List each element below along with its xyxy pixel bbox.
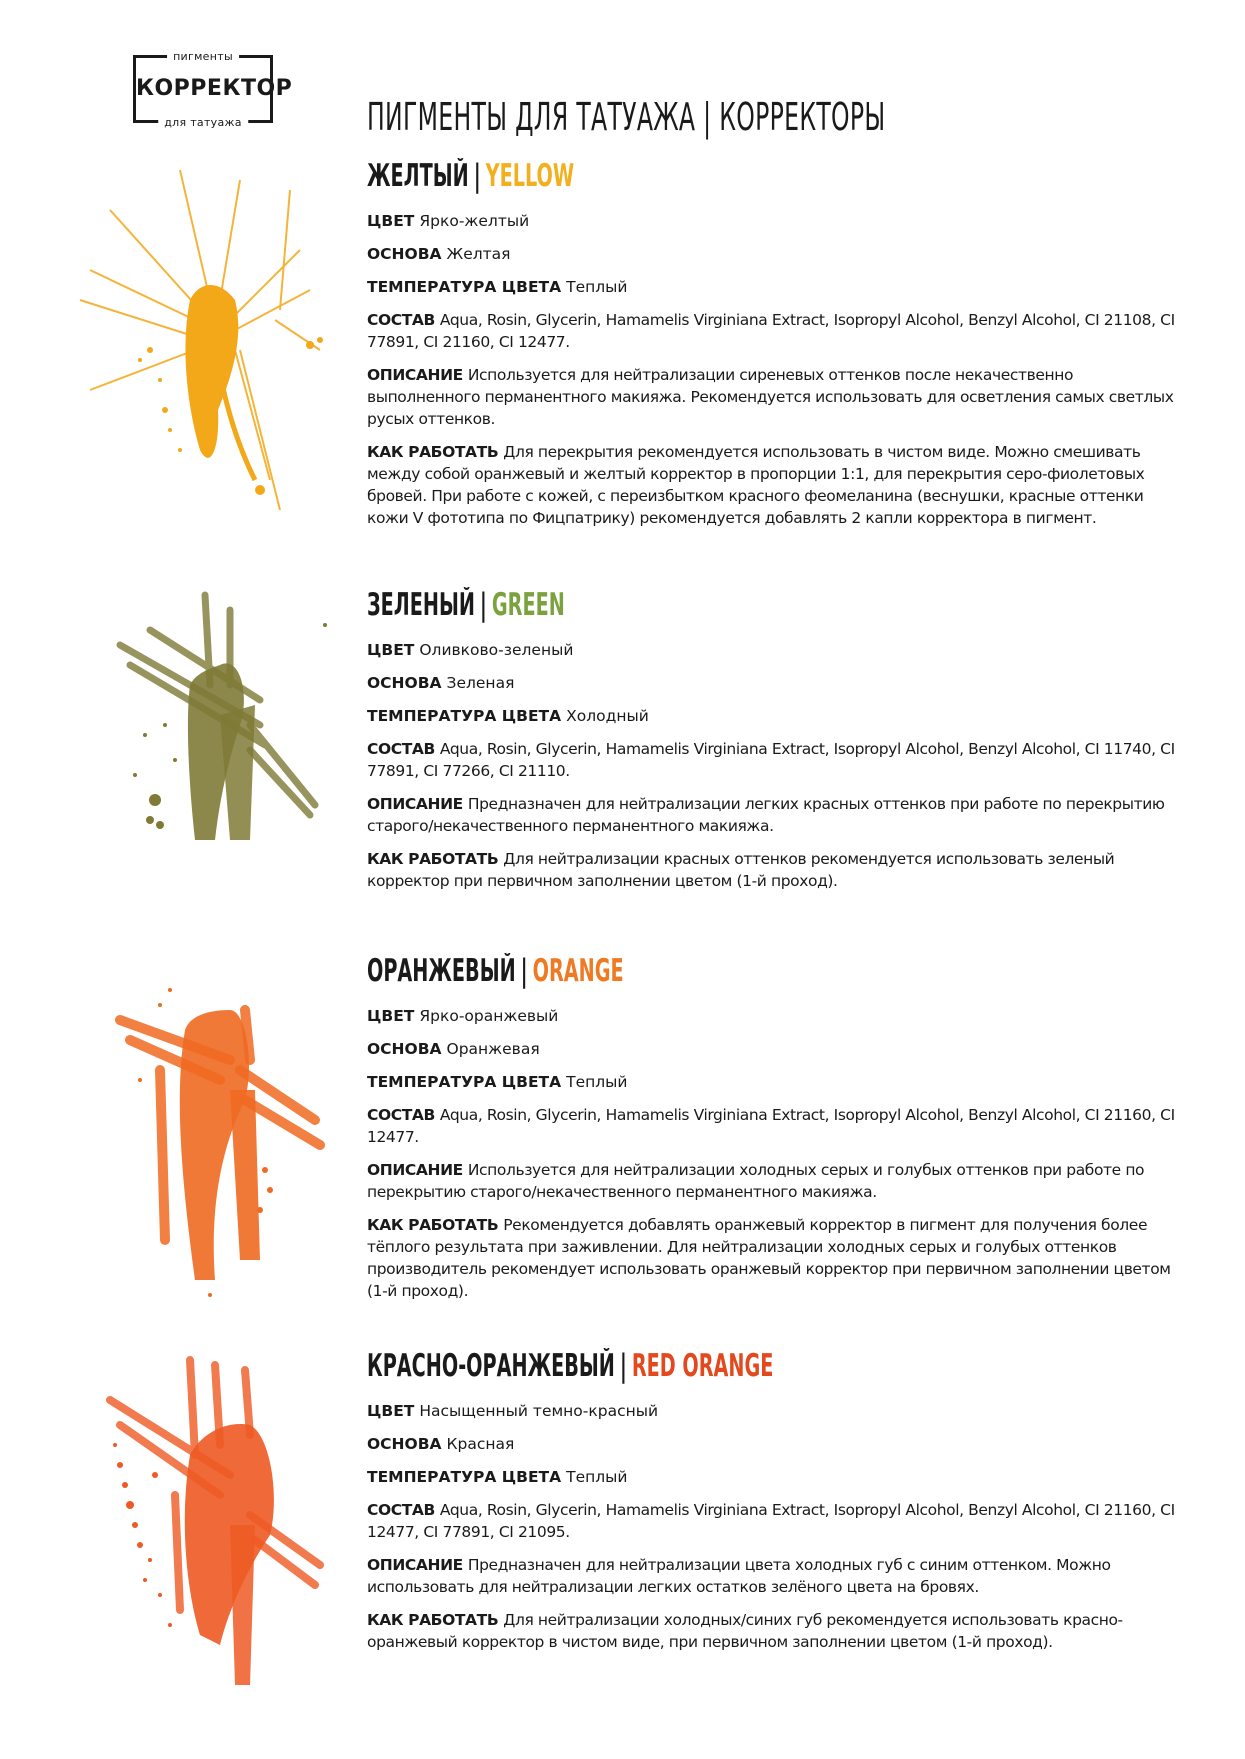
temperature-row: [367, 705, 1187, 727]
base-row: [367, 1433, 1187, 1455]
description-value: Используется для нейтрализации холодных серых и голубых оттенков при работе по перекрытию старого/некачественного перманентного макияжа.: [367, 1161, 1145, 1201]
description-row: [367, 793, 1187, 837]
composition-row: [367, 1104, 1187, 1148]
base-label: ОСНОВА: [367, 1435, 442, 1453]
color-label: ЦВЕТ: [367, 641, 415, 659]
how-to-row: [367, 848, 1187, 892]
how-to-label: КАК РАБОТАТЬ: [367, 850, 499, 868]
temperature-value: Теплый: [566, 1073, 628, 1091]
composition-label: СОСТАВ: [367, 1501, 435, 1519]
how-to-value: Для нейтрализации холодных/синих губ рекомендуется использовать красно-оранжевый корректор в чистом виде, при первичном заполнении цветом (1-й проход).: [367, 1611, 1123, 1651]
color-row: [367, 639, 1187, 661]
composition-value: Aqua, Rosin, Glycerin, Hamamelis Virginiana Extract, Isopropyl Alcohol, Benzyl Alcohol, CI 21160, CI 12477.: [367, 1106, 1175, 1146]
logo-bottom-text: для татуажа: [158, 116, 248, 129]
how-to-row: [367, 1609, 1187, 1653]
heading-en: YELLOW: [485, 158, 575, 194]
temperature-label: ТЕМПЕРАТУРА ЦВЕТА: [367, 1073, 562, 1091]
page-title: ПИГМЕНТЫ ДЛЯ ТАТУАЖА | КОРРЕКТОРЫ: [367, 95, 886, 140]
base-value: Красная: [446, 1435, 515, 1453]
logo-top-text: пигменты: [167, 50, 239, 63]
base-label: ОСНОВА: [367, 674, 442, 692]
orange-details: [367, 953, 1187, 1302]
section-yellow: [0, 150, 1245, 550]
heading-en: ORANGE: [532, 953, 624, 989]
color-label: ЦВЕТ: [367, 1007, 415, 1025]
heading-separator: |: [619, 1348, 627, 1384]
color-value: Насыщенный темно-красный: [419, 1402, 659, 1420]
orange-paint-splash-icon: [70, 950, 330, 1300]
description-row: [367, 1159, 1187, 1203]
temperature-label: ТЕМПЕРАТУРА ЦВЕТА: [367, 707, 562, 725]
heading-en: GREEN: [491, 587, 565, 623]
description-label: ОПИСАНИЕ: [367, 1556, 463, 1574]
color-value: Ярко-оранжевый: [419, 1007, 559, 1025]
temperature-label: ТЕМПЕРАТУРА ЦВЕТА: [367, 278, 562, 296]
base-row: [367, 1038, 1187, 1060]
base-value: Оранжевая: [446, 1040, 540, 1058]
temperature-row: [367, 1466, 1187, 1488]
section-heading: [367, 158, 875, 194]
composition-value: Aqua, Rosin, Glycerin, Hamamelis Virginiana Extract, Isopropyl Alcohol, Benzyl Alcohol, CI 21108, CI 77891, CI 21160, CI 12477.: [367, 311, 1175, 351]
logo-frame: [133, 50, 293, 129]
how-to-value: Для перекрытия рекомендуется использовать в чистом виде. Можно смешивать между собой оранжевый и желтый корректор в пропорции 1:1, для перекрытия серо-фиолетовых бровей. При работе с кожей, с переизбытком красного феомеланина (веснушки, красные оттенки кожи V фототипа по Фицпатрику) рекомендуется добавлять 2 капли корректора в пигмент.: [367, 443, 1145, 527]
heading-separator: |: [479, 587, 487, 623]
base-value: Зеленая: [446, 674, 515, 692]
heading-separator: |: [520, 953, 528, 989]
composition-value: Aqua, Rosin, Glycerin, Hamamelis Virginiana Extract, Isopropyl Alcohol, Benzyl Alcohol, CI 21160, CI 12477, CI 77891, CI 21095.: [367, 1501, 1175, 1541]
heading-ru: ЖЕЛТЫЙ: [367, 158, 469, 194]
temperature-label: ТЕМПЕРАТУРА ЦВЕТА: [367, 1468, 562, 1486]
how-to-row: [367, 1214, 1187, 1302]
color-row: [367, 1400, 1187, 1422]
how-to-row: [367, 441, 1187, 529]
how-to-value: Рекомендуется добавлять оранжевый корректор в пигмент для получения более тёплого результата при заживлении. Для нейтрализации холодных серых и голубых оттенков производитель рекомендует использовать оранжевый корректор при первичном заполнении цветом (1-й проход).: [367, 1216, 1171, 1300]
heading-separator: |: [473, 158, 481, 194]
description-row: [367, 1554, 1187, 1598]
description-row: [367, 364, 1187, 430]
base-value: Желтая: [446, 245, 511, 263]
description-value: Предназначен для нейтрализации цвета холодных губ с синим оттенком. Можно использовать для нейтрализации легких остатков зелёного цвета на бровях.: [367, 1556, 1111, 1596]
heading-ru: ОРАНЖЕВЫЙ: [367, 953, 516, 989]
yellow-details: [367, 158, 1187, 529]
temperature-value: Холодный: [566, 707, 649, 725]
heading-ru: КРАСНО-ОРАНЖЕВЫЙ: [367, 1348, 615, 1384]
section-heading: [367, 1348, 875, 1384]
description-value: Используется для нейтрализации сиреневых оттенков после некачественно выполненного перманентного макияжа. Рекомендуется использовать для осветления самых светлых русых оттенков.: [367, 366, 1174, 428]
composition-row: [367, 309, 1187, 353]
composition-row: [367, 738, 1187, 782]
temperature-value: Теплый: [566, 1468, 628, 1486]
description-value: Предназначен для нейтрализации легких красных оттенков при работе по перекрытию старого/некачественного перманентного макияжа.: [367, 795, 1165, 835]
section-heading: [367, 953, 875, 989]
description-label: ОПИСАНИЕ: [367, 1161, 463, 1179]
color-row: [367, 1005, 1187, 1027]
composition-row: [367, 1499, 1187, 1543]
yellow-paint-splash-icon: [70, 150, 340, 530]
description-label: ОПИСАНИЕ: [367, 366, 463, 384]
section-green: [0, 575, 1245, 905]
how-to-value: Для нейтрализации красных оттенков рекомендуется использовать зеленый корректор при первичном заполнении цветом (1-й проход).: [367, 850, 1115, 890]
red-orange-paint-splash-icon: [80, 1345, 330, 1705]
section-heading: [367, 587, 875, 623]
color-row: [367, 210, 1187, 232]
how-to-label: КАК РАБОТАТЬ: [367, 1216, 499, 1234]
logo-main-text: КОРРЕКТОР: [136, 76, 293, 101]
how-to-label: КАК РАБОТАТЬ: [367, 443, 499, 461]
temperature-row: [367, 276, 1187, 298]
base-label: ОСНОВА: [367, 245, 442, 263]
how-to-label: КАК РАБОТАТЬ: [367, 1611, 499, 1629]
color-value: Оливково-зеленый: [419, 641, 574, 659]
composition-label: СОСТАВ: [367, 740, 435, 758]
section-orange: [0, 940, 1245, 1320]
temperature-row: [367, 1071, 1187, 1093]
green-paint-splash-icon: [90, 575, 330, 845]
description-label: ОПИСАНИЕ: [367, 795, 463, 813]
color-label: ЦВЕТ: [367, 212, 415, 230]
base-label: ОСНОВА: [367, 1040, 442, 1058]
composition-value: Aqua, Rosin, Glycerin, Hamamelis Virginiana Extract, Isopropyl Alcohol, Benzyl Alcohol, CI 11740, CI 77891, CI 77266, CI 21110.: [367, 740, 1175, 780]
red-orange-details: [367, 1348, 1187, 1653]
base-row: [367, 672, 1187, 694]
color-value: Ярко-желтый: [419, 212, 530, 230]
heading-ru: ЗЕЛЕНЫЙ: [367, 587, 475, 623]
brand-logo: [133, 50, 293, 129]
base-row: [367, 243, 1187, 265]
heading-en: RED ORANGE: [631, 1348, 774, 1384]
temperature-value: Теплый: [566, 278, 628, 296]
color-label: ЦВЕТ: [367, 1402, 415, 1420]
green-details: [367, 587, 1187, 892]
section-red-orange: [0, 1345, 1245, 1735]
composition-label: СОСТАВ: [367, 1106, 435, 1124]
composition-label: СОСТАВ: [367, 311, 435, 329]
